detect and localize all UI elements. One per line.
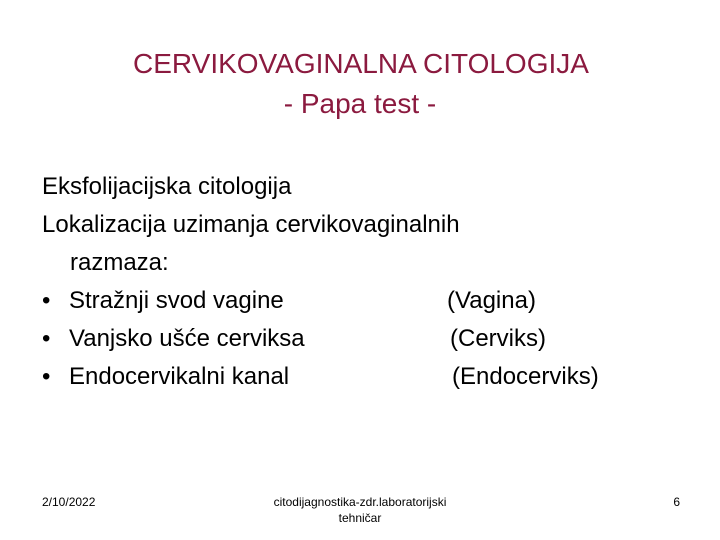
footer-title-line-2: tehničar [338, 511, 382, 525]
footer-page-number: 6 [673, 495, 680, 509]
body-line-localization: Lokalizacija uzimanja cervikovaginalnih [42, 211, 460, 238]
bullet-item-aside: (Endocerviks) [452, 363, 599, 390]
slide-title-line-1: CERVIKOVAGINALNA CITOLOGIJA [133, 48, 589, 79]
bullet-item-text: Endocervikalni kanal [69, 363, 290, 390]
slide-title [0, 44, 720, 124]
bullet-item [42, 282, 702, 320]
slide-body [42, 168, 702, 396]
bullet-item [42, 320, 702, 358]
bullet-item [42, 358, 702, 396]
footer-title-line-1: citodijagnostika-zdr.laboratorijski [273, 495, 447, 509]
bullet-icon: • [42, 287, 51, 314]
slide-title-line-2: - Papa test - [283, 88, 437, 119]
body-line-exfoliative-cytology: Eksfolijacijska citologija [42, 173, 292, 200]
footer-title [240, 494, 480, 526]
bullet-icon: • [42, 363, 51, 390]
bullet-icon: • [42, 325, 51, 352]
bullet-item-aside: (Cerviks) [450, 325, 546, 352]
body-line-localization-continued: razmaza: [70, 249, 169, 276]
footer-date: 2/10/2022 [42, 495, 96, 509]
bullet-item-aside: (Vagina) [447, 287, 536, 314]
bullet-item-text: Vanjsko ušće cerviksa [69, 325, 305, 352]
bullet-item-text: Stražnji svod vagine [69, 287, 284, 314]
